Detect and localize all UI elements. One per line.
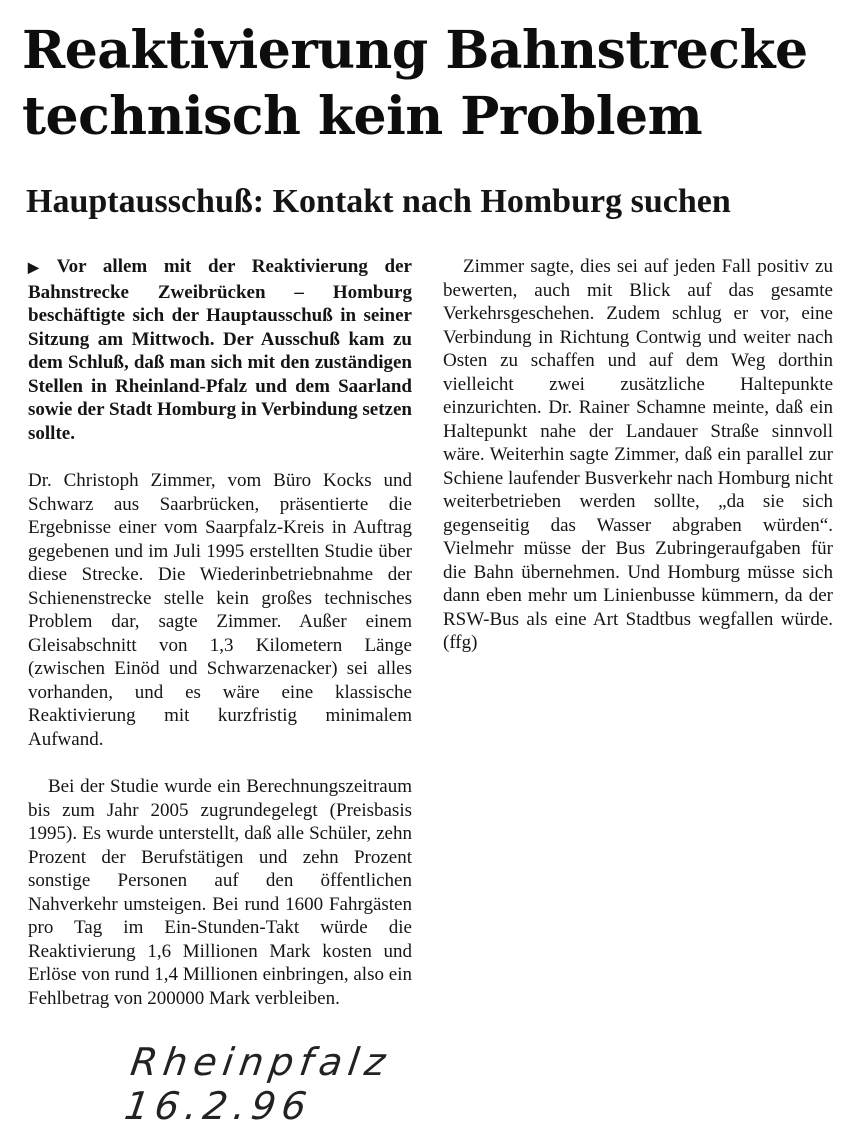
headline <box>22 18 832 150</box>
lead-paragraph <box>28 255 412 445</box>
body-paragraph-1: Dr. Christoph Zimmer, vom Büro Kocks und Schwarz aus Saarbrücken, präsentierte die Ergebnisse einer vom Saarpfalz-Kreis in Auftrag gegebenen und im Juli 1995 erstellten Studie über diese Strecke. Die Wiederinbetriebnahme der Schienenstrecke stelle kein großes technisches Problem dar, sagte Zimmer. Außer einem Gleisabschnitt von 1,3 Kilometern Länge (zwischen Einöd und Schwarzenacker) sei alles vorhanden, und es wäre eine klassische Reaktivierung mit kurzfristig minimalem Aufwand. <box>28 470 412 750</box>
triangle-right-icon: ▶ <box>28 261 51 276</box>
handwritten-source-note <box>122 1040 594 1128</box>
body-paragraph-3: Zimmer sagte, dies sei auf jeden Fall positiv zu bewerten, auch mit Blick auf das gesamte Verkehrsgeschehen. Zudem schlug er vor, eine Verbindung in Richtung Contwig und weiter nach Osten zu schaffen und auf dem Weg dorthin vielleicht zwei zusätzliche Haltepunkte einzurichten. Dr. Rainer Schamne meinte, daß ein Haltepunkt nahe der Landauer Straße sinnvoll wäre. Weiterhin sagte Zimmer, daß ein parallel zur Schiene laufender Busverkehr nach Homburg nicht weiterbetrieben werden sollte, „da sie sich gegenseitig das Wasser abgraben würden“. Vielmehr müsse der Bus Zubringeraufgaben für die Bahn übernehmen. Und Homburg müsse sich dann eben mehr um Linienbusse kümmern, da der RSW-Bus als eine Art Stadtbus wegfallen würde. (ffg) <box>443 256 833 653</box>
handwritten-source: Rheinpfalz <box>128 1040 394 1084</box>
body-paragraph-2: Bei der Studie wurde ein Berechnungszeitraum bis zum Jahr 2005 zugrundegelegt (Preisbasis 1995). Es wurde unterstellt, daß alle Schüler, zehn Prozent der Berufstätigen und zehn Prozent sonstige Personen auf den öffentlichen Nahverkehr umsteigen. Bei rund 1600 Fahrgästen pro Tag im Ein-Stunden-Takt würde die Reaktivierung 1,6 Millionen Mark kosten und Erlöse von rund 1,4 Millionen einbringen, also ein Fehlbetrag von 200000 Mark verbleiben. <box>28 776 412 1009</box>
headline-line-1: Reaktivierung Bahnstrecke <box>22 20 808 81</box>
article-column-right <box>443 255 833 655</box>
headline-line-2: technisch kein Problem <box>22 86 703 147</box>
article-column-left <box>28 255 412 1010</box>
lead-text: Vor allem mit der Reaktivierung der Bahnstrecke Zweibrücken – Homburg beschäftigte sich der Hauptausschuß in seiner Sitzung am Mittwoch. Der Ausschuß kam zu dem Schluß, daß man sich mit den zuständigen Stellen in Rheinland-Pfalz und dem Saarland sowie der Stadt Homburg in Verbindung setzen sollte. <box>28 256 412 444</box>
subheadline: Hauptausschuß: Kontakt nach Homburg suchen <box>26 183 731 220</box>
handwritten-date: 16.2.96 <box>121 1084 316 1128</box>
